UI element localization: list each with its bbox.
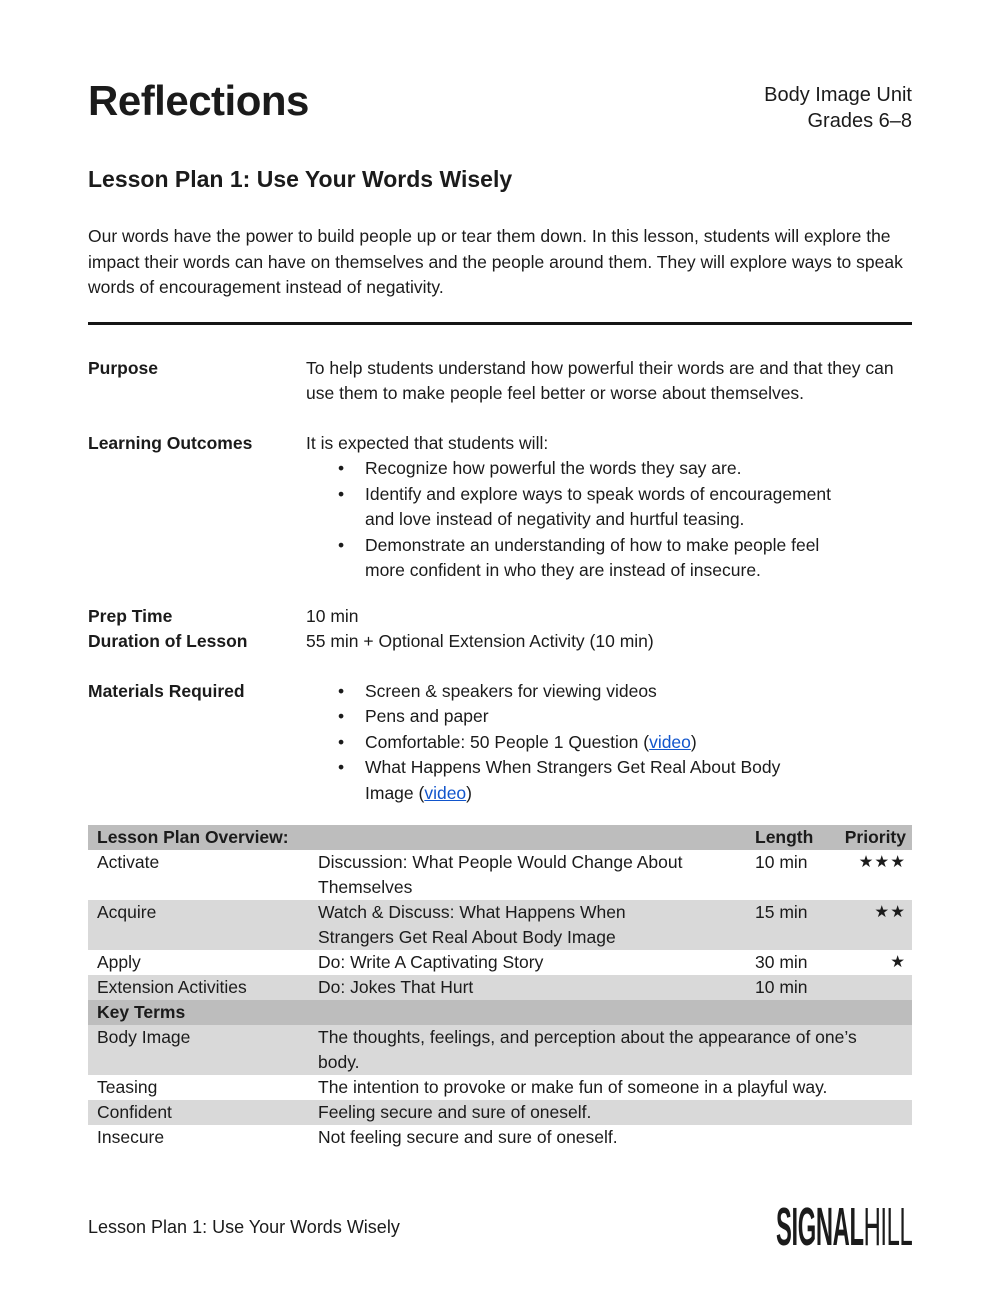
material-text — [365, 755, 810, 806]
prep-time-row — [88, 604, 912, 630]
signal-hill-logo — [776, 1196, 912, 1258]
lesson-plan-overview-table — [88, 825, 912, 1150]
unit-info — [764, 78, 912, 134]
stage-cell: Acquire — [97, 902, 157, 922]
spacer — [88, 407, 912, 431]
length-cell: 10 min — [755, 977, 808, 997]
activity-text: Do: Write A Captivating Story — [318, 952, 544, 972]
priority-column-header: Priority — [844, 827, 906, 847]
key-term-row — [88, 1125, 912, 1150]
material-text-post: ) — [466, 782, 472, 803]
purpose-row — [88, 356, 912, 407]
material-text-post: ) — [690, 731, 697, 752]
spacer — [88, 655, 912, 679]
material-item — [306, 679, 912, 705]
outcomes-value — [306, 431, 912, 584]
stage-cell: Apply — [97, 952, 141, 972]
activity-text: Do: Jokes That Hurt — [318, 977, 474, 997]
lesson-title: Lesson Plan 1: Use Your Words Wisely — [88, 166, 513, 192]
priority-stars — [834, 975, 912, 1000]
material-text-pre: Pens and paper — [365, 706, 489, 726]
materials-row — [88, 679, 912, 807]
outcome-text: Demonstrate an understanding of how to make people feel more confident in who they are instead of insecure. — [365, 534, 820, 580]
page-footer — [88, 1196, 912, 1258]
prep-time-value: 10 min — [306, 605, 359, 626]
activity-cell — [318, 900, 755, 950]
material-text — [365, 704, 489, 730]
page-header — [88, 78, 912, 134]
duration-label: Duration of Lesson — [88, 631, 248, 651]
length-cell: 15 min — [755, 902, 808, 922]
overview-row — [88, 975, 912, 1000]
video-link[interactable]: video — [649, 731, 691, 752]
duration-value: 55 min + Optional Extension Activity (10 min) — [306, 631, 654, 651]
overview-title: Lesson Plan Overview: — [97, 827, 289, 847]
activity-cell — [318, 950, 755, 975]
overview-header-row — [88, 825, 912, 850]
overview-row — [88, 900, 912, 950]
definition-cell — [318, 1075, 912, 1100]
key-term-row — [88, 1025, 912, 1075]
outcome-item — [306, 533, 912, 584]
outcome-item — [306, 482, 912, 533]
activity-text: Watch & Discuss: What Happens When Strangers Get Real About Body Image — [318, 902, 626, 947]
stage-cell: Extension Activities — [97, 977, 247, 997]
material-text — [365, 679, 657, 705]
stage-cell: Activate — [97, 852, 160, 872]
outcomes-list — [306, 456, 912, 584]
definition-cell — [318, 1125, 912, 1150]
materials-label: Materials Required — [88, 680, 245, 701]
details-section — [88, 356, 912, 807]
material-item — [306, 704, 912, 730]
definition-cell — [318, 1025, 912, 1075]
material-text-pre: Comfortable: 50 People 1 Question ( — [365, 731, 650, 752]
material-text-pre: Screen & speakers for viewing videos — [365, 680, 657, 701]
activity-cell — [318, 975, 755, 1000]
footer-title: Lesson Plan 1: Use Your Words Wisely — [88, 1216, 400, 1237]
materials-value — [306, 679, 912, 807]
outcomes-intro: It is expected that students will: — [306, 432, 549, 453]
brand-title: Reflections — [88, 77, 309, 124]
overview-row — [88, 950, 912, 975]
material-text — [365, 730, 697, 756]
spacer — [88, 584, 912, 604]
term-cell: Body Image — [97, 1027, 191, 1047]
section-divider — [88, 322, 912, 325]
logo-bold-part: SIGNAL — [775, 1196, 864, 1257]
term-cell: Teasing — [97, 1077, 158, 1097]
outcome-item — [306, 456, 912, 482]
term-cell: Confident — [97, 1102, 172, 1122]
definition-cell — [318, 1100, 912, 1125]
prep-time-label: Prep Time — [88, 605, 173, 626]
length-column-header: Length — [755, 827, 814, 847]
definition-text: The thoughts, feelings, and perception about the appearance of one’s body. — [318, 1027, 857, 1072]
grades-label: Grades 6–8 — [807, 110, 912, 132]
definition-text: Feeling secure and sure of oneself. — [318, 1102, 592, 1122]
material-item — [306, 755, 912, 806]
overview-row — [88, 850, 912, 900]
priority-stars: ★★ — [874, 903, 906, 921]
purpose-label: Purpose — [88, 357, 159, 378]
purpose-value — [306, 356, 912, 407]
materials-list — [306, 679, 912, 807]
purpose-text: To help students understand how powerful their words are and that they can use them to make people feel better or worse about themselves. — [306, 357, 894, 403]
priority-stars: ★ — [890, 953, 906, 971]
intro-paragraph: Our words have the power to build people up or tear them down. In this lesson, students will explore the impact their words can have on themselves and the people around them. They will explore ways to speak words of encouragement instead of negativity. — [88, 226, 903, 297]
length-cell: 30 min — [755, 952, 808, 972]
outcomes-row — [88, 431, 912, 584]
activity-cell — [318, 850, 755, 900]
activity-text: Discussion: What People Would Change About Themselves — [318, 852, 683, 897]
material-text-pre: What Happens When Strangers Get Real About Body Image ( — [365, 757, 781, 803]
key-terms-rows — [88, 1025, 912, 1150]
outcomes-label: Learning Outcomes — [88, 432, 253, 453]
outcome-text: Recognize how powerful the words they say are. — [365, 458, 742, 478]
key-term-row — [88, 1100, 912, 1125]
outcome-text: Identify and explore ways to speak words of encouragement and love instead of negativity and hurtful teasing. — [365, 483, 831, 529]
logo-light-part: HILL — [863, 1196, 912, 1257]
key-terms-header: Key Terms — [88, 1000, 912, 1025]
term-cell: Insecure — [97, 1127, 165, 1147]
key-term-row — [88, 1075, 912, 1100]
material-item — [306, 730, 912, 756]
priority-stars: ★★★ — [858, 853, 906, 871]
definition-text: Not feeling secure and sure of oneself. — [318, 1127, 618, 1147]
length-cell: 10 min — [755, 852, 808, 872]
video-link[interactable]: video — [424, 782, 467, 803]
unit-name: Body Image Unit — [764, 84, 912, 106]
overview-rows — [88, 850, 912, 1000]
definition-text: The intention to provoke or make fun of someone in a playful way. — [318, 1077, 828, 1097]
duration-row — [88, 629, 912, 655]
